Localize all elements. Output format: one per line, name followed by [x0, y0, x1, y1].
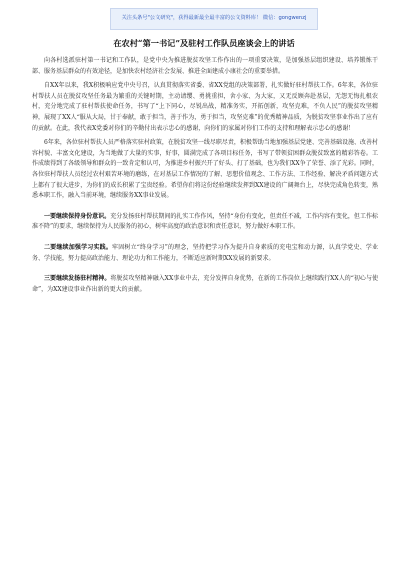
section-body-2: 牢固树立“终身学习”的理念，坚持把学习作为提升自身素质的充电宝和动力源，认真学党史、学业务、学技能，努力提高政治能力、理论功力和工作能力，不断适应新时期XX发展的新要求。 — [32, 243, 378, 262]
paragraph-achievements: 自XX年以来，我X积极响应党中央号召，认真贯彻落实省委、省XX党组的决策部署，扎实做好驻村帮扶工作。6年来，各位驻村帮扶人员在脱贫攻坚任务最为繁重的关键时期，主动请缨、勇挑重担，舍小家、为大家，又无反顾奔赴基层，无怨无悔扎根农村，充分地完成了驻村帮扶使命任务，书写了“上下同心，尽锐出战，精准务实，开拓创新，攻坚克难，不负人民”的脱贫攻坚精神，展现了XX人“服从大局，甘于奉献，敢于担当，善于作为，勇于担当，攻坚克难”的优秀精神品质，为脱贫攻坚事业作出了应有的贡献。在此，我代表X党委对你们的辛勤付出表示忠心的感谢，向你们的家属对你们工作的支持和理解表示忠心的感谢！ — [32, 82, 378, 132]
document-title: 在农村“第一书记”及驻村工作队员座谈会上的讲话 — [113, 38, 295, 48]
section-heading-3: 三要继续发扬驻村精神。 — [44, 275, 111, 283]
section-paragraph-1 — [32, 212, 378, 233]
promo-banner-text: 关注头条号"公文研究"，获得最新最全最丰富的公文资料库！ 微信：gongwenzj — [121, 15, 307, 22]
section-paragraph-3 — [32, 274, 378, 295]
section-body-3: 将脱贫攻坚精神融入XX事业中去，充分发挥自身优势，在新的工作岗位上继续践行XX人的“初心与使命”，为XX建设事业作出新的更大的贡献。 — [32, 275, 378, 293]
paragraph-results: 6年来，各位驻村帮扶人员严格落实驻村政策，在脱贫攻坚一线尽职尽责，积极帮助当地加强基层党建、完善基础设施、改善村容村貌、丰富文化建设，为当地做了大量的实事，好事，圆满完成了各项目标任务，书写了带领贫困群众脱贫致富的精彩答卷。工作成绩得到了各级领导和群众的一致肯定和认可，为推进乡村振兴开了好头、打了基础，也为我们XX争了荣誉、添了光彩。同时，各位驻村帮扶人员经过农村艰苦环境的磨练，在对基层工作情况的了解、思想价值观念、工作方法、工作经验、解决矛盾问题方式上都有了很大进步，为你们的成长积累了宝贵经验。希望你们将这份经验继续发挥到XX建设的广阔舞台上，尽快完成角色转变，熟悉本职工作，融入当前环境，继续服务XX事业发展。 — [32, 139, 378, 200]
document-body — [32, 56, 378, 299]
section-body-1: 充分发扬驻村帮扶期间的扎实工作作风，坚持“身份有变化，但责任不减，工作内容有变化，但工作标准不降”的要求，继续保持为人民服务的初心，树牢高度的政治意识和责任意识，努力做好本职工作。 — [32, 212, 378, 231]
section-paragraph-2 — [32, 243, 378, 264]
promo-banner[interactable] — [110, 8, 318, 30]
paragraph-intro: 向各村选派驻村第一书记和工作队，是党中央为推进脱贫攻坚工作作出的一项重要决策，是加强基层组织建设、培养锻炼干部、服务基层群众的有效途径，是加快农村经济社会发展、推进全面建成小康社会的重要举措。 — [32, 57, 378, 75]
section-heading-1: 一要继续保持身份意识。 — [44, 212, 111, 220]
section-heading-2: 二要继续加强学习实践。 — [44, 243, 113, 251]
